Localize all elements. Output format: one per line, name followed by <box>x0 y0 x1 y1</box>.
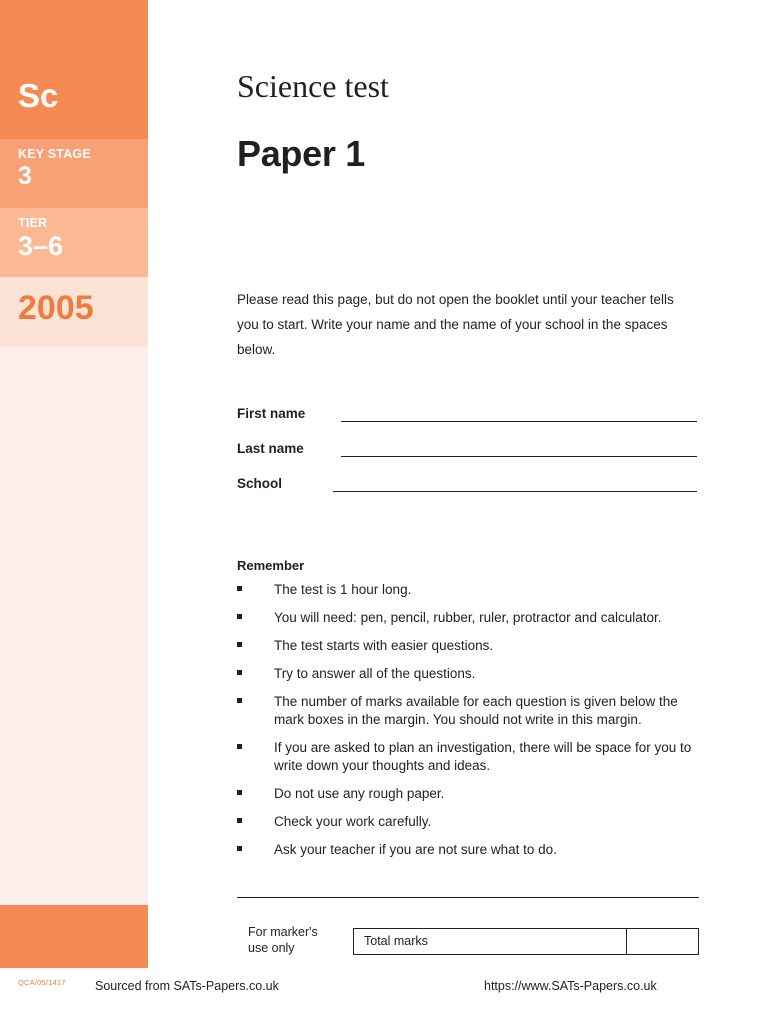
list-item-text: The test starts with easier questions. <box>274 637 494 653</box>
first-name-label: First name <box>237 406 306 421</box>
list-item <box>237 581 702 599</box>
list-item-text: Check your work carefully. <box>274 813 432 829</box>
source-watermark-left: Sourced from SATs-Papers.co.uk <box>95 979 279 993</box>
list-item-text: The test is 1 hour long. <box>274 582 412 597</box>
last-name-input[interactable] <box>341 456 697 457</box>
key-stage-label: KEY STAGE <box>18 147 91 161</box>
sidebar-year-band <box>0 277 148 347</box>
list-item <box>237 739 702 775</box>
total-marks-label: Total marks <box>364 934 428 948</box>
sidebar-bottom-block <box>0 905 148 968</box>
key-stage-value: 3 <box>18 161 32 190</box>
remember-list <box>237 581 702 868</box>
markers-use-line-1: For marker's <box>248 925 318 939</box>
bullet-icon <box>237 790 242 795</box>
sidebar-subject-band <box>0 71 148 139</box>
markers-use-only-label <box>248 925 318 956</box>
bullet-icon <box>237 614 242 619</box>
list-item <box>237 665 702 683</box>
total-marks-box <box>353 928 699 955</box>
school-input[interactable] <box>333 491 697 492</box>
sidebar <box>0 0 148 1024</box>
sidebar-tail-band <box>0 347 148 905</box>
list-item <box>237 813 702 831</box>
page-title: Science test <box>237 68 389 104</box>
bullet-icon <box>237 818 242 823</box>
remember-heading: Remember <box>237 558 305 573</box>
bullet-icon <box>237 846 242 851</box>
sidebar-key-stage-band <box>0 139 148 208</box>
tier-value: 3–6 <box>18 230 64 261</box>
field-row-school <box>237 476 699 511</box>
list-item-text: The number of marks available for each question is given below the mark boxes in the margin. You should not write in this margin. <box>274 693 678 727</box>
list-item-text: If you are asked to plan an investigation, there will be space for you to write down your thoughts and ideas. <box>274 739 692 773</box>
list-item-text: Ask your teacher if you are not sure what to do. <box>274 841 557 857</box>
list-item <box>237 785 702 803</box>
year-value: 2005 <box>18 289 94 327</box>
sidebar-tier-band <box>0 208 148 277</box>
last-name-label: Last name <box>237 441 304 456</box>
first-name-input[interactable] <box>341 421 697 422</box>
footer-divider <box>237 897 699 898</box>
bullet-icon <box>237 586 242 591</box>
field-row-first-name <box>237 406 699 441</box>
school-label: School <box>237 476 283 491</box>
list-item <box>237 637 702 655</box>
total-marks-input[interactable] <box>626 929 698 954</box>
bullet-icon <box>237 670 242 675</box>
source-watermark-right: https://www.SATs-Papers.co.uk <box>484 979 657 993</box>
list-item-text: You will need: pen, pencil, rubber, ruler, protractor and calculator. <box>274 609 662 625</box>
tier-label: TIER <box>18 216 48 230</box>
list-item-text: Do not use any rough paper. <box>274 785 445 801</box>
subject-code: Sc <box>18 77 59 114</box>
markers-use-line-2: use only <box>248 940 295 955</box>
list-item-text: Try to answer all of the questions. <box>274 665 476 681</box>
field-row-last-name <box>237 441 699 476</box>
list-item <box>237 609 702 627</box>
instructions-paragraph: Please read this page, but do not open the booklet until your teacher tells you to start. Write your name and the name of your school in the spaces below. <box>237 292 674 357</box>
reference-code: QCA/05/1417 <box>18 978 66 987</box>
bullet-icon <box>237 642 242 647</box>
bullet-icon <box>237 698 242 703</box>
paper-title: Paper 1 <box>237 133 365 174</box>
name-fields <box>237 406 699 511</box>
list-item <box>237 693 702 729</box>
bullet-icon <box>237 744 242 749</box>
sidebar-top-block <box>0 0 148 71</box>
list-item <box>237 841 702 859</box>
